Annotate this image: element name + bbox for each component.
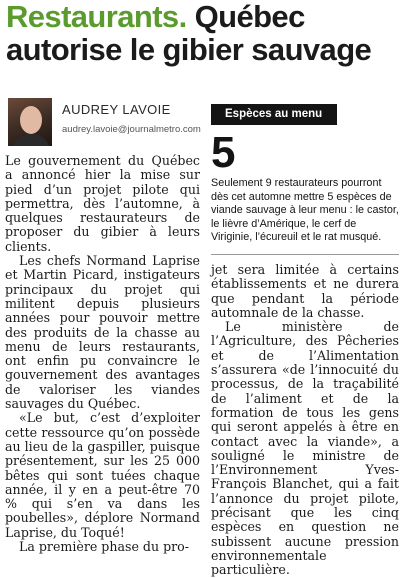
sidebar-text: Seulement 9 restaurateurs pourront dès cet automne mettre 5 espèces de viande sauvage à leur menu : le castor, le lièvre d’Amérique, le cerf de Viriginie, l’écureuil et le rat musqué.: [211, 177, 399, 243]
headline-title-part2: autorise le gibier sauvage: [6, 32, 372, 67]
author-byline: [6, 96, 202, 148]
author-name: AUDREY LAVOIE: [62, 102, 171, 117]
paragraph: La première phase du pro-: [19, 539, 190, 555]
author-email[interactable]: audrey.lavoie@journalmetro.com: [62, 124, 201, 135]
article-column-left: [5, 154, 200, 554]
headline-kicker: Restaurants.: [6, 0, 187, 34]
paragraph: Le gouvernement du Québec a annoncé hier la mise sur pied d’un projet pilote qui permettra, dès l’automne, à quelques restaurateurs de proposer du gibier à leurs clients.: [5, 153, 200, 254]
article-column-right: [211, 263, 399, 578]
sidebar-label: Espèces au menu: [211, 104, 337, 125]
paragraph: «Le but, c’est d’exploiter cette ressource qu’on possède au lieu de la gaspiller, puisque présentement, sur les 25 000 bêtes qui sont tuées chaque année, il y en a peut-être 70 % qui s’en va dans les poubelles», déplore Normand Laprise, du Toqué!: [5, 410, 200, 540]
sidebar-divider: [211, 254, 399, 255]
headline-title-part1: Québec: [186, 0, 305, 34]
paragraph: jet sera limitée à certains établissements et ne durera que pendant la période automnale de la chasse.: [211, 262, 399, 320]
sidebar-number: 5: [211, 128, 236, 177]
author-avatar: [8, 98, 52, 146]
paragraph: Les chefs Normand Laprise et Martin Picard, instigateurs principaux du projet qui militent depuis plusieurs années pour pouvoir mettre des produits de la chasse au menu de leurs restaurants, ont enfin pu convaincre le gouvernement des avantages de valoriser les viandes sauvages du Québec.: [5, 253, 200, 412]
paragraph: Le ministère de l’Agriculture, des Pêcheries et de l’Alimentation s’assurera «de l’innocuité du processus, de la traçabilité de l’aliment et de la formation de tous les gens qui seront appelés à être en contact avec la viande», a souligné le ministre de l’Environnement Yves-François Blanchet, qui a fait l’annonce du projet pilote, précisant que les cinq espèces en question ne subissent aucune pression environnementale particulière.: [211, 319, 399, 578]
headline: [6, 0, 402, 66]
sidebar-box: [211, 104, 399, 245]
